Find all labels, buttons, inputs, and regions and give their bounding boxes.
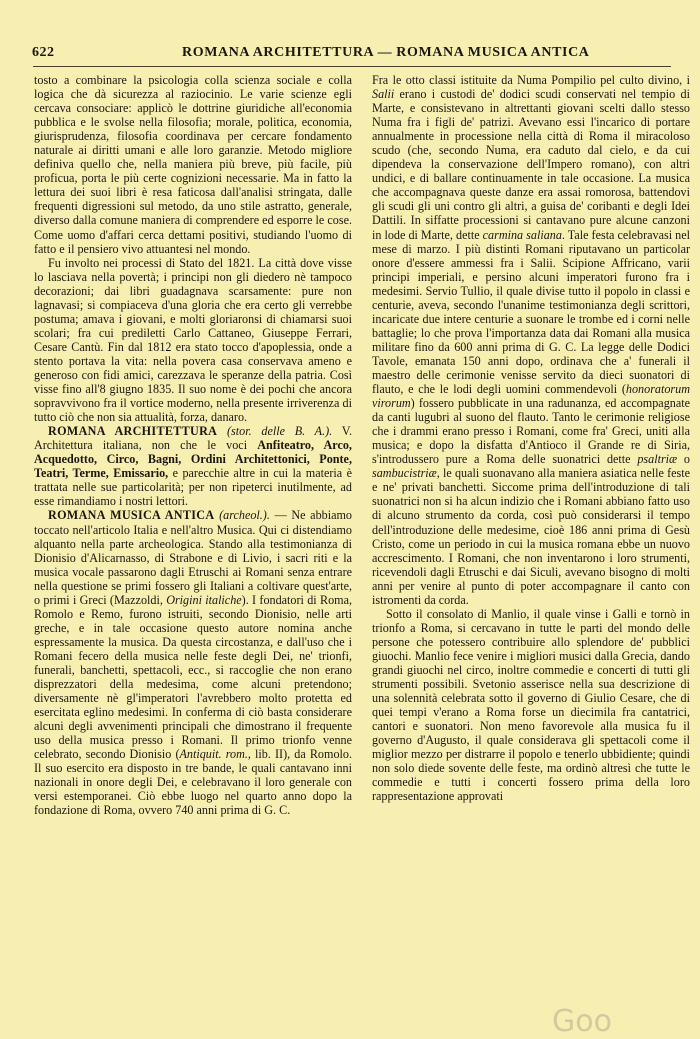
paragraph-romagnosi-life: Fu involto nei processi di Stato del 1821. La città dove visse lo lasciava nella povertà; i principi non gli diedero nè tampoco decorazioni; dai libri guadagnava scarsamente: pure non lagnavasi; si compiaceva d'una gloria che era certo gli verrebbe postuma; amava i giovani, e molti gloriaronsi di chiamarsi suoi scolari; fra cui prediletti Carlo Cattaneo, Giuseppe Ferrari, Cesare Cantù. Fin dal 1812 era stato tocco d'apoplessia, onde a stento portava la vita: nella povera casa conservava ameno e generoso con fidi amici, carezzava le speranze della patria. Così visse fino all'8 giugno 1835. Il suo nome è dei pochi che ancora sopravvivono fra il vortice moderno, nella presente irriverenza di tutto ciò che non sia attualità, forza, danaro.: [34, 255, 352, 425]
entry-text: V. Architettura italiana, non che le voci: [34, 424, 352, 453]
paragraph-manlio: Sotto il consolato di Manlio, il quale vinse i Galli e tornò in trionfo a Roma, si cercavano in tutte le parti del mondo delle persone che potessero contribuire allo splendore de' pubblici giuochi. Manlio fece venire i migliori musici dalla Grecia, dando grandi giuochi nel circo, inoltre commedie e concerti di tutti gli strumenti possibili. Svetonio asserisce nella sua descrizione di una solennità celebrata sotto il governo di Giulio Cesare, che di quei tempi v'erano a Roma forse un diecimila fra cantatrici, cantori e suonatori. Non meno favorevole alla musica fu il governo d'Augusto, il quale considerava gli spettacoli come il miglior mezzo per distrarre il popolo e tenerlo ubbidiente; quindi non solo diede sovente delle feste, ma ordinò altresì che tutte le commedie e tutti i concerti fossero prima della loro rappresentazione approvati: [372, 606, 690, 804]
entry-text: ). I fondatori di Roma, Romolo e Remo, furono istruiti, secondo Dionisio, nelle arti greche, e in tale occasione questo autore nomina anche espressamente la musica. Da questa circostanza, e dall'uso che i Romani fecero della musica nelle feste degli Dei, ne' trionfi, funerali, banchetti, spettacoli, ecc., si raccoglie che non erano disprezzatori della medesima, come alcuni pretendono; diversamente nè gl'imperatori l'avrebbero molto protetta ed esercitata eglino medesimi. In conferma di ciò basta considerare alcuni degli avvenimenti principali che dimostrano il frequente uso della musica presso i Romani. Il primo trionfo venne celebrato, secondo Dionisio (: [34, 592, 353, 762]
body-text: o: [683, 452, 690, 467]
running-title: ROMANA ARCHITETTURA — ROMANA MUSICA ANTICA: [182, 45, 590, 60]
header-rule: [33, 66, 671, 67]
body-text: erano i custodi de' dodici scudi conservati nel tempio di Marte, e consistevano in altrettanti giovani scelti dallo stesso Numa fra i figli de' patrizi. Avevano essi l'incarico di portare annualmente in processione nella città di Roma il miracoloso scudo (che, secondo Numa, era caduto dal cielo, e da cui dipendeva la conservazione dell'Impero romano), con altri undici, e di ballare continuamente in tale occasione. La musica che accompagnava queste danze era assai romorosa, battendovi gli scudi gli uni contro gli altri, a guisa de' coribanti e degli Idei Dattili. In siffatte processioni si cantavano pure alcune canzoni in lode di Marte, dette: [372, 87, 690, 242]
italic-term: carmina saliana: [482, 227, 562, 242]
italic-term: Salii: [372, 87, 395, 102]
scan-watermark: Goo: [552, 1004, 612, 1039]
citation-title: Origini italiche: [166, 592, 242, 607]
entry-text: — Ne abbiamo toccato nell'articolo Italia e nell'altro Musica. Qui ci distendiamo alquanto nella parte archeologica. Stando alla testimonianza di Dionisio d'Alicarnasso, di Strabone e di Livio, i sacri riti e la musica vocale passarono dagli Etruschi ai Romani senza entrare nella questione se primi fossero gli Italiani a coltivare quest'arte, o primi i Greci (Mazzoldi,: [34, 508, 352, 607]
paragraph-romagnosi-method: tosto a combinare la psicologia colla scienza sociale e colla logica che dà sicurezza al raziocinio. Le varie scienze egli cercava consociare: applicò le dottrine giuridiche all'economia pubblica e le svolse nella filosofia; morale, politica, economia, giurisprudenza, filosofia coordinava per cercare fondamento naturale ai diritti umani e alle loro garanzie. Metodo migliore definiva quello che, nella maniera più breve, più facile, più proficua, porta le più certe cognizioni necessarie. Ma in fatto la lettura dei suoi libri è resa faticosa dall'analisi stringata, dalle frequenti digressioni sul metodo, da uno stile astratto, generale, diverso dalla comune maniera di comprendere ed esporre le cose. Come uomo d'affari cerca dettami positivi, studiando l'uomo di fatto e il pensiero vivo attuantesi nel mondo.: [34, 73, 352, 256]
citation-title: Antiquit. rom.: [179, 747, 248, 762]
body-text: . Tale festa celebravasi nel mese di marzo. I più distinti Romani riputavano un particolar onore d'essere ammessi fra i Salii. Scipione Affricano, varii principi imperiali, e persino alcuni imperatori furono fra i medesimi. Servio Tullio, il quale divise tutto il popolo in classi e centurie, aveva, secondo l'unanime testimonianza degli scrittori, incaricate due intere centurie a suonare le trombe ed i corni nelle battaglie; lo che prova l'importanza data dai Romani alla musica militare fino da 600 anni prima di G. C. La legge delle Dodici Tavole, emanata 150 anni dopo, ordinava che a' funerali il maestro delle cerimonie venisse servito da dieci suonatori di flauto, e che le lodi degli uomini commendevoli (: [372, 227, 690, 397]
left-column: [34, 73, 352, 817]
entry-romana-musica-antica: [34, 508, 352, 817]
italic-term: sambucistriæ: [372, 466, 437, 481]
italic-term: psaltriæ: [637, 452, 678, 467]
body-text: Fra le otto classi istituite da Numa Pompilio pel culto divino, i: [372, 73, 690, 87]
entry-headword: ROMANA ARCHITETTURA: [48, 424, 218, 439]
italic-term: honoratorum virorum: [372, 382, 690, 411]
entry-text: e parecchie altre in cui la materia è trattata nelle sue particolarità; per non ripeterci inutilmente, ad esse rimandiamo i nostri lettori.: [34, 466, 352, 509]
entry-subject: (stor. delle B. A.).: [227, 424, 333, 439]
page-header: [0, 0, 700, 66]
body-text: , le quali suonavano alla maniera asiatica nelle feste e ne' privati banchetti. Siccome prima dell'introduzione di tali suonatrici non si ha alcun indizio che i Romani abbiano fatto uso di alcuno strumento da corda, così può considerarsi il tempo dell'introduzione delle medesime, cioè 186 anni prima di Gesù Cristo, come un periodo in cui la musica romana ebbe un nuovo accrescimento. I Romani, che non inventarono i loro strumenti, ricevendoli dagli Etruschi e dai Siculi, avevano bisogno di molti anni per venire al punto di poter accompagnare il canto con istromenti da corda.: [372, 466, 690, 607]
entry-subject: (archeol.).: [219, 508, 270, 523]
entry-headword: ROMANA MUSICA ANTICA: [48, 508, 215, 523]
right-column: [372, 73, 690, 803]
page-number: 622: [32, 45, 55, 60]
entry-text: , lib. II), da Romolo. Il suo esercito era disposto in tre bande, le quali cantavano inni nazionali in onore degli Dei, e celebravano il loro generale con versi estemporanei. Ciò ebbe luogo nel quarto anno dopo la fondazione di Roma, ovvero 740 anni prima di G. C.: [34, 747, 352, 818]
paragraph-salii: [372, 73, 690, 607]
entry-crossrefs: Anfiteatro, Arco, Acquedotto, Circo, Bagni, Ordini Architettonici, Ponte, Teatri, Terme, Emissario,: [34, 438, 352, 481]
entry-romana-architettura: [34, 424, 352, 508]
body-text: ) fossero pubblicate in una radunanza, ed accompagnate da canti lugubri al suono del flauto. Tanto le cerimonie religiose che i drammi erano presso i Romani, come fra' Greci, uniti alla musica; e dopo la disfatta d'Antioco il Grande re di Siria, s'introdussero pure a Roma delle suonatrici dette: [372, 396, 690, 467]
